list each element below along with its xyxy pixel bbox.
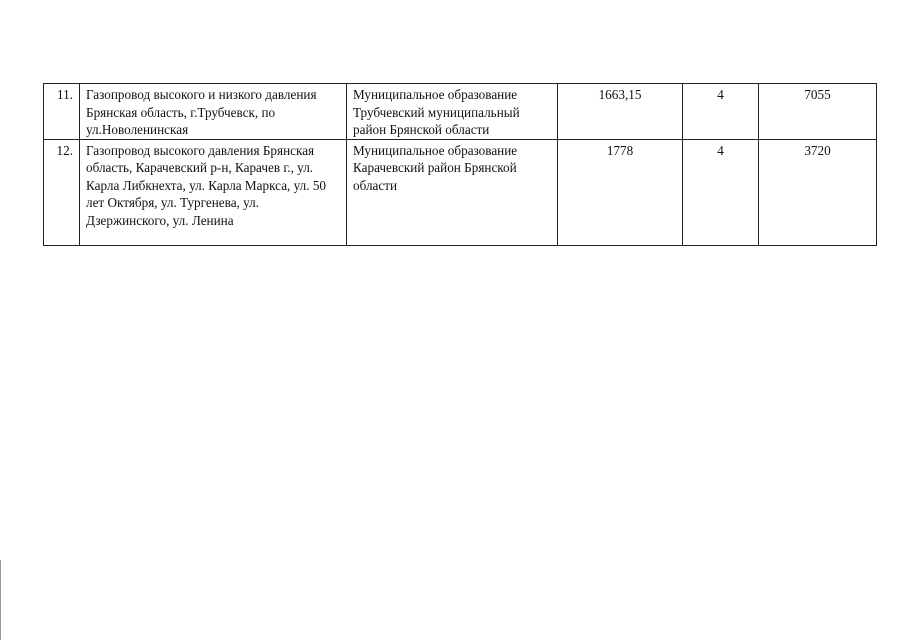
category-value: 4 [683,139,759,245]
length-value: 1663,15 [558,84,683,140]
category-value: 4 [683,84,759,140]
table-row [44,139,877,245]
row-number: 12. [44,139,80,245]
owner-name: Муниципальное образование Трубчевский муниципальный район Брянской области [347,84,558,140]
table-row [44,84,877,140]
gas-pipeline-table [43,83,877,246]
owner-name: Муниципальное образование Карачевский район Брянской области [347,139,558,245]
object-name: Газопровод высокого давления Брянская область, Карачевский р-н, Карачев г., ул. Карла Либкнехта, ул. Карла Маркса, ул. 50 лет Октября, ул. Тургенева, ул. Дзержинского, ул. Ленина [80,139,347,245]
scan-edge-mark [0,560,1,640]
length-value: 1778 [558,139,683,245]
amount-value: 3720 [759,139,877,245]
row-number: 11. [44,84,80,140]
amount-value: 7055 [759,84,877,140]
object-name: Газопровод высокого и низкого давления Брянская область, г.Трубчевск, по ул.Новоленинская [80,84,347,140]
